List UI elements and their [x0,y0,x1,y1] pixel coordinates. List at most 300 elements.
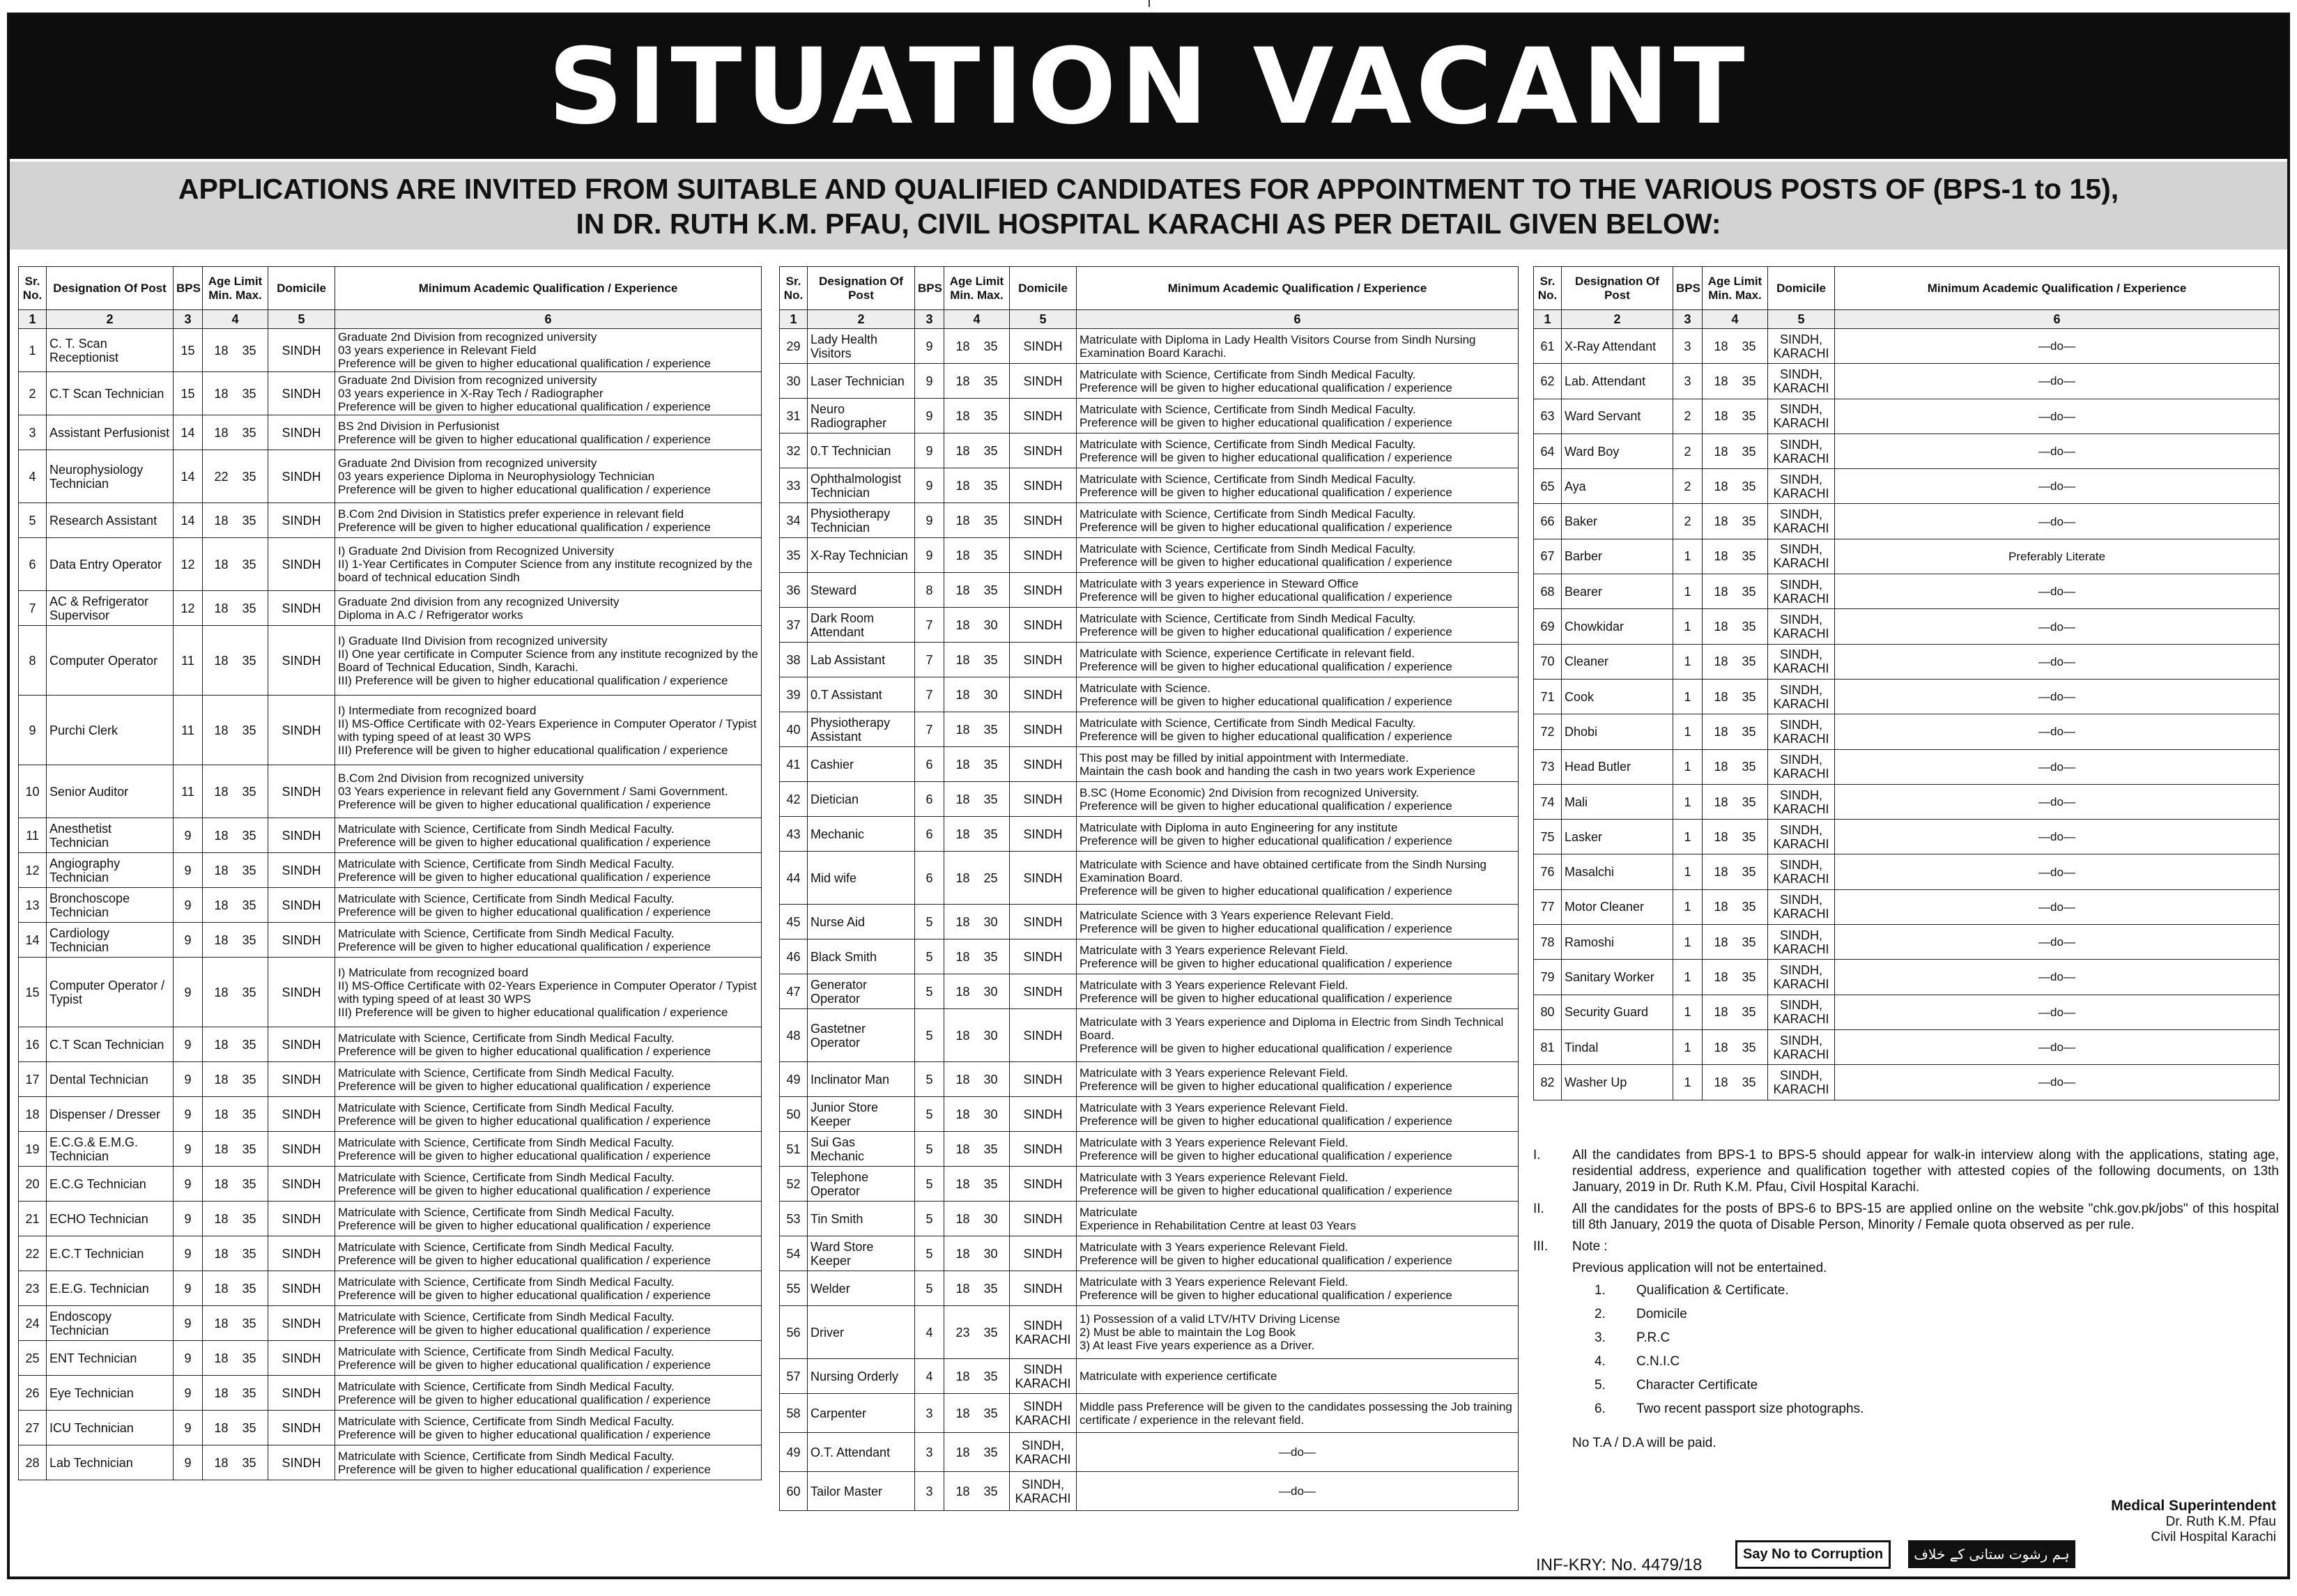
table-row [1534,749,2280,784]
table-row [1534,995,2280,1029]
cell-qualification: B.SC (Home Economic) 2nd Division from recognized University. Preference will be given to higher educational qualification / experience [1077,782,1519,817]
cell-qualification: Matriculate Experience in Rehabilitation Centre at least 03 Years [1077,1202,1519,1236]
cell-sr: 6 [19,538,47,591]
cell-domicile: SINDH [268,696,335,765]
cell-bps: 9 [915,468,944,503]
cell-bps: 1 [1673,995,1703,1029]
document-name: Two recent passport size photographs. [1636,1402,1864,1416]
table-row [780,712,1519,747]
col-bps-header: BPS [174,267,203,310]
cell-qualification: Matriculate with Science. Preference will be given to higher educational qualification / experience [1077,677,1519,712]
document-number: 1. [1595,1283,1606,1298]
cell-bps: 1 [1673,644,1703,679]
cell-sr: 75 [1534,820,1562,854]
cell-sr: 10 [19,765,47,818]
cell-post: Cleaner [1562,644,1673,679]
table-row [19,450,762,503]
col-age-header [203,267,268,310]
cell-post: E.C.G.& E.M.G. Technician [47,1132,174,1167]
cell-sr: 30 [780,364,808,399]
cell-domicile: SINDH [1010,1271,1077,1306]
cell-age: 18 35 [944,1167,1010,1202]
cell-sr: 31 [780,399,808,433]
cell-sr: 18 [19,1097,47,1132]
cell-post: Lab Technician [47,1445,174,1480]
cell-age: 18 30 [944,1009,1010,1062]
cell-post: Mechanic [808,817,915,852]
cell-age: 18 35 [203,503,268,538]
cell-sr: 37 [780,608,808,643]
document-name: C.N.I.C [1636,1354,1680,1369]
cell-age: 18 35 [203,591,268,626]
cell-qualification: —do— [1835,399,2280,433]
cell-bps: 5 [915,974,944,1009]
table-row [780,329,1519,364]
table-row [19,1376,762,1411]
cell-sr: 3 [19,415,47,450]
cell-qualification: Matriculate with 3 Years experience Relevant Field. Preference will be given to higher educational qualification / experience [1077,1271,1519,1306]
cell-age: 18 35 [1703,925,1768,960]
cell-qualification: —do— [1835,644,2280,679]
index-row [1534,310,2280,329]
cell-qualification: Matriculate with 3 Years experience Relevant Field. Preference will be given to higher educational qualification / experience [1077,1236,1519,1271]
table-row [780,1202,1519,1236]
cell-post: X-Ray Technician [808,538,915,573]
cell-sr: 21 [19,1202,47,1236]
cell-domicile: SINDH, KARACHI [1768,714,1835,749]
table-row [780,747,1519,782]
cell-post: Telephone Operator [808,1167,915,1202]
cell-qualification: Matriculate with Science, Certificate from Sindh Medical Faculty. Preference will be given to higher educational qualification / experience [335,1027,762,1062]
cell-bps: 7 [915,677,944,712]
cell-domicile: SINDH [268,1202,335,1236]
table-row [1534,854,2280,889]
cell-age: 18 35 [944,1433,1010,1472]
cell-domicile: SINDH [1010,329,1077,364]
cell-bps: 12 [174,591,203,626]
cell-bps: 9 [915,364,944,399]
cell-age: 18 35 [203,958,268,1027]
cell-qualification: —do— [1835,364,2280,399]
table-row [19,853,762,888]
cell-post: Steward [808,573,915,608]
cell-qualification: Matriculate with 3 Years experience Relevant Field. Preference will be given to higher educational qualification / experience [1077,1167,1519,1202]
cell-bps: 1 [1673,539,1703,574]
cell-bps: 9 [915,399,944,433]
cell-qualification: I) Graduate IInd Division from recognized university II) One year certificate in Computer Science from any institute recognized by the Board of Technical Education, Sindh, Karachi. III) Preference will be given to higher educational qualification / experience [335,626,762,696]
cell-domicile: SINDH [1010,852,1077,905]
cell-domicile: SINDH [1010,1132,1077,1167]
cell-qualification: —do— [1835,889,2280,924]
cell-bps: 1 [1673,609,1703,644]
cell-qualification: Matriculate with Science, Certificate from Sindh Medical Faculty. Preference will be given to higher educational qualification / experience [1077,712,1519,747]
cell-sr: 38 [780,643,808,677]
table-row [780,782,1519,817]
cell-domicile: SINDH [1010,1097,1077,1132]
cell-post: AC & Refrigerator Supervisor [47,591,174,626]
table-row [780,939,1519,974]
cell-post: Motor Cleaner [1562,889,1673,924]
cell-sr: 72 [1534,714,1562,749]
page-title: SITUATION VACANT [548,26,1749,148]
cell-age: 18 30 [944,1236,1010,1271]
cell-qualification: Matriculate with experience certificate [1077,1359,1519,1394]
cell-domicile: SINDH, KARACHI [1010,1472,1077,1511]
cell-age: 18 35 [203,1411,268,1445]
cell-bps: 5 [915,1271,944,1306]
cell-bps: 9 [174,1376,203,1411]
cell-age: 18 35 [944,1359,1010,1394]
document-item [1595,1374,2279,1397]
cell-sr: 14 [19,923,47,958]
cell-post: Carpenter [808,1394,915,1433]
cell-domicile: SINDH [1010,712,1077,747]
cell-bps: 1 [1673,1065,1703,1100]
cell-age: 18 35 [944,939,1010,974]
table-row [780,1097,1519,1132]
table-row [780,468,1519,503]
cell-domicile: SINDH, KARACHI [1768,820,1835,854]
cell-post: ICU Technician [47,1411,174,1445]
cell-qualification: I) Graduate 2nd Division from Recognized University II) 1-Year Certificates in Computer Science from any institute recognized by the board of technical education Sindh [335,538,762,591]
cell-post: Generator Operator [808,974,915,1009]
cell-qualification: Matriculate with Science, Certificate from Sindh Medical Faculty. Preference will be given to higher educational qualification / experience [335,1306,762,1341]
cell-post: Senior Auditor [47,765,174,818]
cell-qualification: —do— [1835,609,2280,644]
cell-post: E.E.G. Technician [47,1271,174,1306]
cell-sr: 23 [19,1271,47,1306]
column-index: 3 [174,310,203,329]
cell-post: C.T Scan Technician [47,1027,174,1062]
documents-list [1533,1279,2279,1421]
cell-post: Purchi Clerk [47,696,174,765]
cell-domicile: SINDH, KARACHI [1768,364,1835,399]
cell-sr: 15 [19,958,47,1027]
cell-post: Nurse Aid [808,905,915,939]
cell-sr: 20 [19,1167,47,1202]
cell-domicile: SINDH, KARACHI [1768,329,1835,364]
cell-domicile: SINDH [1010,677,1077,712]
table-row [780,1433,1519,1472]
cell-age: 18 35 [944,782,1010,817]
cell-post: Ward Store Keeper [808,1236,915,1271]
cell-age: 18 35 [1703,679,1768,714]
table-row [1534,960,2280,995]
column-index: 6 [1835,310,2280,329]
table-row [19,1202,762,1236]
cell-qualification: Matriculate with Science, Certificate from Sindh Medical Faculty. Preference will be given to higher educational qualification / experience [1077,503,1519,538]
cell-sr: 4 [19,450,47,503]
cell-sr: 40 [780,712,808,747]
document-number: 3. [1595,1330,1606,1345]
cell-age: 18 30 [944,1202,1010,1236]
cell-bps: 2 [1673,504,1703,539]
cell-age: 18 35 [1703,329,1768,364]
cell-post: Welder [808,1271,915,1306]
cell-sr: 65 [1534,469,1562,504]
cell-domicile: SINDH, KARACHI [1768,574,1835,609]
cell-sr: 51 [780,1132,808,1167]
cell-bps: 5 [915,905,944,939]
table-row [19,923,762,958]
cell-qualification: Matriculate with 3 years experience in Steward Office Preference will be given to higher educational qualification / experience [1077,573,1519,608]
cell-post: Dispenser / Dresser [47,1097,174,1132]
cell-domicile: SINDH [1010,468,1077,503]
cell-domicile: SINDH [268,888,335,923]
document-number: 6. [1595,1402,1606,1416]
cell-qualification: Matriculate with Science, Certificate from Sindh Medical Faculty. Preference will be given to higher educational qualification / experience [335,923,762,958]
cell-post: Angiography Technician [47,853,174,888]
column-index: 6 [1077,310,1519,329]
cell-age: 18 35 [203,1236,268,1271]
cell-sr: 19 [19,1132,47,1167]
table-row [19,1097,762,1132]
table-row [780,1009,1519,1062]
table-row [780,608,1519,643]
cell-qualification: Graduate 2nd Division from recognized university 03 years experience Diploma in Neurophysiology Technician Preference will be given to higher educational qualification / experience [335,450,762,503]
cell-sr: 47 [780,974,808,1009]
table-row [780,1132,1519,1167]
col-age-header [944,267,1010,310]
cell-sr: 82 [1534,1065,1562,1100]
table-row [19,372,762,415]
cell-post: Cook [1562,679,1673,714]
table-row [780,817,1519,852]
cell-domicile: SINDH [268,853,335,888]
cell-sr: 29 [780,329,808,364]
cell-age: 18 35 [944,399,1010,433]
cell-bps: 9 [174,1341,203,1376]
header-row [19,267,762,310]
table-row [19,1132,762,1167]
cell-qualification: Graduate 2nd Division from recognized university 03 years experience in Relevant Field Preference will be given to higher educational qualification / experience [335,329,762,372]
cell-sr: 45 [780,905,808,939]
cell-bps: 14 [174,503,203,538]
note-online: All the candidates for the posts of BPS-6 to BPS-15 are applied online on the website "chk.gov.pk/jobs" of this hospital till 8th January, 2019 the quota of Disable Person, Minority / Female quota observed as per rule. [1572,1202,2279,1232]
column-index: 2 [808,310,915,329]
cell-post: Tailor Master [808,1472,915,1511]
cell-domicile: SINDH [1010,608,1077,643]
cell-domicile: SINDH [1010,433,1077,468]
cell-domicile: SINDH [268,372,335,415]
column-index: 2 [47,310,174,329]
cell-domicile: SINDH [268,1167,335,1202]
cell-domicile: SINDH, KARACHI [1768,854,1835,889]
cell-sr: 41 [780,747,808,782]
cell-sr: 9 [19,696,47,765]
table-row [19,696,762,765]
cell-qualification: BS 2nd Division in Perfusionist Preference will be given to higher educational qualification / experience [335,415,762,450]
cell-qualification: Middle pass Preference will be given to the candidates possessing the Job training certificate / experience in the relevant field. [1077,1394,1519,1433]
cell-post: Driver [808,1306,915,1359]
col-domicile-header: Domicile [1768,267,1835,310]
title-banner [10,15,2287,159]
signatory-line-2: Civil Hospital Karachi [2151,1530,2276,1544]
table-row [1534,1029,2280,1064]
col-post-header: Designation Of Post [1562,267,1673,310]
cell-age: 18 30 [944,608,1010,643]
cell-domicile: SINDH [1010,905,1077,939]
cell-domicile: SINDH [1010,939,1077,974]
table-row [1534,714,2280,749]
cell-age: 22 35 [203,450,268,503]
cell-post: Neuro Radiographer [808,399,915,433]
cell-post: Neurophysiology Technician [47,450,174,503]
cell-qualification: Matriculate with Science, Certificate from Sindh Medical Faculty. Preference will be given to higher educational qualification / experience [1077,364,1519,399]
cell-bps: 9 [174,1167,203,1202]
cell-domicile: SINDH [268,1027,335,1062]
cell-age: 18 35 [203,538,268,591]
cell-age: 18 35 [1703,469,1768,504]
cell-domicile: SINDH [268,1097,335,1132]
cell-age: 18 35 [1703,539,1768,574]
inf-number: INF-KRY: No. 4479/18 [1536,1556,1703,1574]
table-row [19,415,762,450]
cell-domicile: SINDH [268,1271,335,1306]
cell-age: 18 35 [203,1132,268,1167]
header-row [1534,267,2280,310]
cell-bps: 9 [174,1132,203,1167]
table-row [1534,574,2280,609]
cell-qualification: Matriculate with 3 Years experience Relevant Field. Preference will be given to higher educational qualification / experience [1077,939,1519,974]
cell-domicile: SINDH [1010,364,1077,399]
column-index: 4 [944,310,1010,329]
cell-age: 18 35 [203,696,268,765]
cell-domicile: SINDH [268,450,335,503]
cell-post: Masalchi [1562,854,1673,889]
cell-bps: 9 [174,1062,203,1097]
cell-domicile: SINDH KARACHI [1010,1359,1077,1394]
cell-bps: 1 [1673,960,1703,995]
cell-sr: 7 [19,591,47,626]
column-index: 1 [780,310,808,329]
cell-post: Ophthalmologist Technician [808,468,915,503]
cell-domicile: SINDH [268,538,335,591]
table-row [1534,820,2280,854]
cell-sr: 39 [780,677,808,712]
cell-qualification: Matriculate with Diploma in auto Engineering for any institute Preference will be given to higher educational qualification / experience [1077,817,1519,852]
cell-bps: 2 [1673,399,1703,433]
cell-age: 18 35 [944,573,1010,608]
cell-domicile: SINDH [268,958,335,1027]
cell-age: 18 35 [1703,1029,1768,1064]
col-qualification-header: Minimum Academic Qualification / Experience [1077,267,1519,310]
notes-section [1533,1147,2279,1451]
posts-table-2 [779,266,1519,1511]
cell-post: Endoscopy Technician [47,1306,174,1341]
cell-qualification: I) Matriculate from recognized board II) MS-Office Certificate with 02-Years Experience in Computer Operator / Typist with typing speed of at least 30 WPS III) Preference will be given to higher educational qualification / experience [335,958,762,1027]
cell-bps: 7 [915,712,944,747]
cell-age: 18 35 [1703,504,1768,539]
column-index: 1 [1534,310,1562,329]
cell-bps: 14 [174,415,203,450]
cell-domicile: SINDH [268,1411,335,1445]
cell-sr: 56 [780,1306,808,1359]
cell-age: 18 25 [944,852,1010,905]
cell-sr: 17 [19,1062,47,1097]
cell-domicile: SINDH [1010,974,1077,1009]
table-row [19,503,762,538]
cell-bps: 11 [174,765,203,818]
cell-age: 18 35 [944,1472,1010,1511]
cell-age: 18 35 [1703,399,1768,433]
cell-domicile: SINDH, KARACHI [1768,1029,1835,1064]
cell-age: 18 35 [944,747,1010,782]
urdu-slogan-badge: ہم رشوت ستانی کے خلاف متحد ہیں [1908,1540,2075,1568]
cell-qualification: Matriculate with Diploma in Lady Health Visitors Course from Sindh Nursing Examination Board Karachi. [1077,329,1519,364]
document-item [1595,1326,2279,1350]
column-index: 1 [19,310,47,329]
cell-sr: 55 [780,1271,808,1306]
table-row [780,1062,1519,1097]
cell-bps: 6 [915,782,944,817]
cell-post: Tindal [1562,1029,1673,1064]
cell-domicile: SINDH [1010,782,1077,817]
cell-bps: 1 [1673,784,1703,819]
cell-sr: 71 [1534,679,1562,714]
cell-sr: 68 [1534,574,1562,609]
cell-age: 18 35 [203,1376,268,1411]
cell-age: 18 30 [944,677,1010,712]
column-index: 4 [203,310,268,329]
cell-qualification: Matriculate with Science, Certificate from Sindh Medical Faculty. Preference will be given to higher educational qualification / experience [335,1097,762,1132]
cell-domicile: SINDH, KARACHI [1768,995,1835,1029]
note-number: II. [1533,1202,1544,1216]
cell-age: 18 30 [944,974,1010,1009]
cell-age: 18 35 [203,1271,268,1306]
cell-qualification: Matriculate with Science and have obtained certificate from the Sindh Nursing Examination Board. Preference will be given to higher educational qualification / experience [1077,852,1519,905]
cell-bps: 2 [1673,433,1703,468]
cell-post: E.C.T Technician [47,1236,174,1271]
cell-qualification: —do— [1835,469,2280,504]
cell-bps: 11 [174,696,203,765]
document-number: 4. [1595,1354,1606,1369]
cell-post: Barber [1562,539,1673,574]
table-row [1534,644,2280,679]
table-row [780,538,1519,573]
cell-post: Mid wife [808,852,915,905]
cell-age: 18 35 [203,329,268,372]
cell-sr: 52 [780,1167,808,1202]
cell-post: Ward Servant [1562,399,1673,433]
col-post-header: Designation Of Post [47,267,174,310]
cell-domicile: SINDH [1010,1236,1077,1271]
col-sr-header: Sr. No. [19,267,47,310]
note-ta-da: No T.A / D.A will be paid. [1572,1436,1716,1450]
cell-qualification: Matriculate with Science, Certificate from Sindh Medical Faculty. Preference will be given to higher educational qualification / experience [335,1202,762,1236]
cell-post: 0.T Assistant [808,677,915,712]
cell-qualification: Graduate 2nd Division from recognized university 03 years experience in X-Ray Tech / Radiographer Preference will be given to higher educational qualification / experience [335,372,762,415]
table-row [1534,679,2280,714]
cell-age: 18 35 [203,1341,268,1376]
cell-qualification: B.Com 2nd Division in Statistics prefer experience in relevant field Preference will be given to higher educational qualification / experience [335,503,762,538]
cell-sr: 69 [1534,609,1562,644]
cell-post: Lab Assistant [808,643,915,677]
table-row [1534,469,2280,504]
table-row [19,1271,762,1306]
cell-sr: 70 [1534,644,1562,679]
cell-bps: 5 [915,1132,944,1167]
cell-qualification: Matriculate with Science, experience Certificate in relevant field. Preference will be given to higher educational qualification / experience [1077,643,1519,677]
cell-post: E.C.G Technician [47,1167,174,1202]
cell-age: 18 30 [944,905,1010,939]
cell-post: X-Ray Attendant [1562,329,1673,364]
cell-age: 18 35 [203,1062,268,1097]
cell-bps: 9 [174,818,203,853]
cell-post: Washer Up [1562,1065,1673,1100]
cell-post: Security Guard [1562,995,1673,1029]
cell-post: Lasker [1562,820,1673,854]
